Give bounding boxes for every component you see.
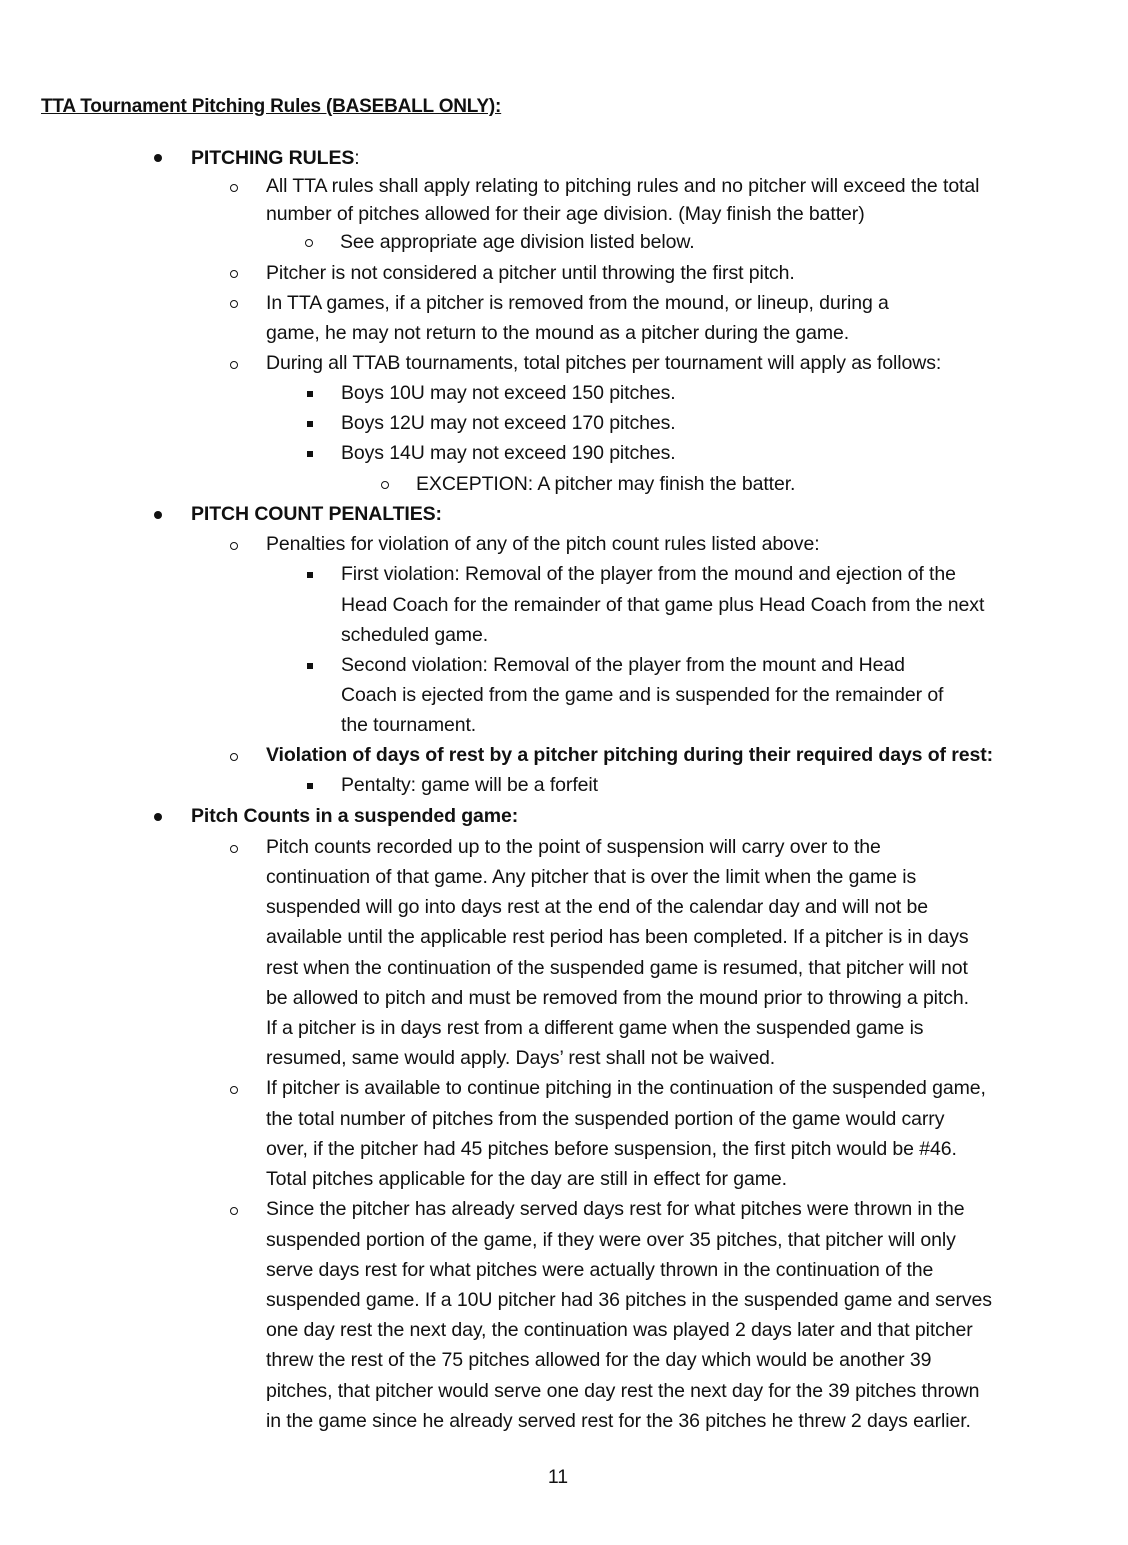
bullet-penalties xyxy=(154,511,162,519)
section-heading-suspended: Pitch Counts in a suspended game: xyxy=(191,805,519,827)
circle-marker xyxy=(381,481,389,489)
paragraph-line: suspended will go into days rest at the end of the calendar day and will not be xyxy=(266,896,929,918)
paragraph-line: over, if the pitcher had 45 pitches before suspension, the first pitch would be #46. xyxy=(266,1138,957,1160)
paragraph-line: Total pitches applicable for the day are still in effect for game. xyxy=(266,1168,787,1190)
section-heading-pitching-rules xyxy=(191,143,360,173)
rule-line: During all TTAB tournaments, total pitches per tournament will apply as follows: xyxy=(266,352,942,374)
square-marker xyxy=(307,783,313,789)
paragraph-line: available until the applicable rest period has been completed. If a pitcher is in days xyxy=(266,926,969,948)
limit-line: Boys 12U may not exceed 170 pitches. xyxy=(341,412,676,434)
circle-marker xyxy=(230,1086,238,1094)
circle-marker xyxy=(230,845,238,853)
penalty-line: Pentalty: game will be a forfeit xyxy=(341,774,598,796)
paragraph-line: continuation of that game. Any pitcher that is over the limit when the game is xyxy=(266,866,917,888)
rule-line: Penalties for violation of any of the pitch count rules listed above: xyxy=(266,533,820,555)
exception-line: EXCEPTION: A pitcher may finish the batter. xyxy=(416,473,796,495)
circle-marker xyxy=(230,300,238,308)
rule-line: number of pitches allowed for their age division. (May finish the batter) xyxy=(266,203,865,225)
paragraph-line: be allowed to pitch and must be removed from the mound prior to throwing a pitch. xyxy=(266,987,969,1009)
square-marker xyxy=(307,391,313,397)
rule-line: All TTA rules shall apply relating to pitching rules and no pitcher will exceed the total xyxy=(266,175,980,197)
circle-marker xyxy=(230,542,238,550)
rule-line: In TTA games, if a pitcher is removed from the mound, or lineup, during a xyxy=(266,292,889,314)
paragraph-line: serve days rest for what pitches were actually thrown in the continuation of the xyxy=(266,1259,934,1281)
paragraph-line: the total number of pitches from the suspended portion of the game would carry xyxy=(266,1108,945,1130)
bullet-pitching-rules xyxy=(154,154,162,162)
bullet-suspended xyxy=(154,813,162,821)
rule-line: Violation of days of rest by a pitcher pitching during their required days of rest: xyxy=(266,744,994,766)
square-marker xyxy=(307,572,313,578)
rule-line: game, he may not return to the mound as a pitcher during the game. xyxy=(266,322,850,344)
pitching-rules-colon: : xyxy=(354,147,360,169)
circle-marker xyxy=(230,270,238,278)
violation-line: Second violation: Removal of the player from the mount and Head xyxy=(341,654,905,676)
pitching-rules-heading: PITCHING RULES xyxy=(191,147,355,169)
violation-line: Head Coach for the remainder of that game plus Head Coach from the next xyxy=(341,594,985,616)
rule-line: Pitcher is not considered a pitcher until throwing the first pitch. xyxy=(266,262,795,284)
paragraph-line: suspended game. If a 10U pitcher had 36 pitches in the suspended game and serves xyxy=(266,1289,992,1311)
limit-line: Boys 10U may not exceed 150 pitches. xyxy=(341,382,676,404)
paragraph-line: suspended portion of the game, if they were over 35 pitches, that pitcher will only xyxy=(266,1229,956,1251)
paragraph-line: in the game since he already served rest for the 36 pitches he threw 2 days earlier. xyxy=(266,1410,971,1432)
circle-marker xyxy=(230,361,238,369)
violation-line: scheduled game. xyxy=(341,624,489,646)
paragraph-line: one day rest the next day, the continuation was played 2 days later and that pitcher xyxy=(266,1319,973,1341)
paragraph-line: If pitcher is available to continue pitching in the continuation of the suspended game, xyxy=(266,1077,986,1099)
square-marker xyxy=(307,451,313,457)
paragraph-line: Since the pitcher has already served days rest for what pitches were thrown in the xyxy=(266,1198,965,1220)
paragraph-line: threw the rest of the 75 pitches allowed for the day which would be another 39 xyxy=(266,1349,932,1371)
circle-marker xyxy=(230,184,238,192)
square-marker xyxy=(307,663,313,669)
limit-line: Boys 14U may not exceed 190 pitches. xyxy=(341,442,676,464)
page-title: TTA Tournament Pitching Rules (BASEBALL ONLY): xyxy=(41,96,502,117)
paragraph-line: pitches, that pitcher would serve one day rest the next day for the 39 pitches thrown xyxy=(266,1380,980,1402)
paragraph-line: Pitch counts recorded up to the point of suspension will carry over to the xyxy=(266,836,881,858)
violation-line: First violation: Removal of the player from the mound and ejection of the xyxy=(341,563,956,585)
circle-marker xyxy=(230,753,238,761)
violation-line: Coach is ejected from the game and is suspended for the remainder of xyxy=(341,684,944,706)
paragraph-line: resumed, same would apply. Days’ rest shall not be waived. xyxy=(266,1047,776,1069)
section-heading-penalties: PITCH COUNT PENALTIES: xyxy=(191,503,442,525)
paragraph-line: rest when the continuation of the suspended game is resumed, that pitcher will not xyxy=(266,957,968,979)
square-marker xyxy=(307,421,313,427)
circle-marker xyxy=(305,239,313,247)
circle-marker xyxy=(230,1207,238,1215)
violation-line: the tournament. xyxy=(341,714,477,736)
page-number: 11 xyxy=(547,1466,569,1488)
paragraph-line: If a pitcher is in days rest from a different game when the suspended game is xyxy=(266,1017,924,1039)
rule-subline: See appropriate age division listed below. xyxy=(340,231,695,253)
